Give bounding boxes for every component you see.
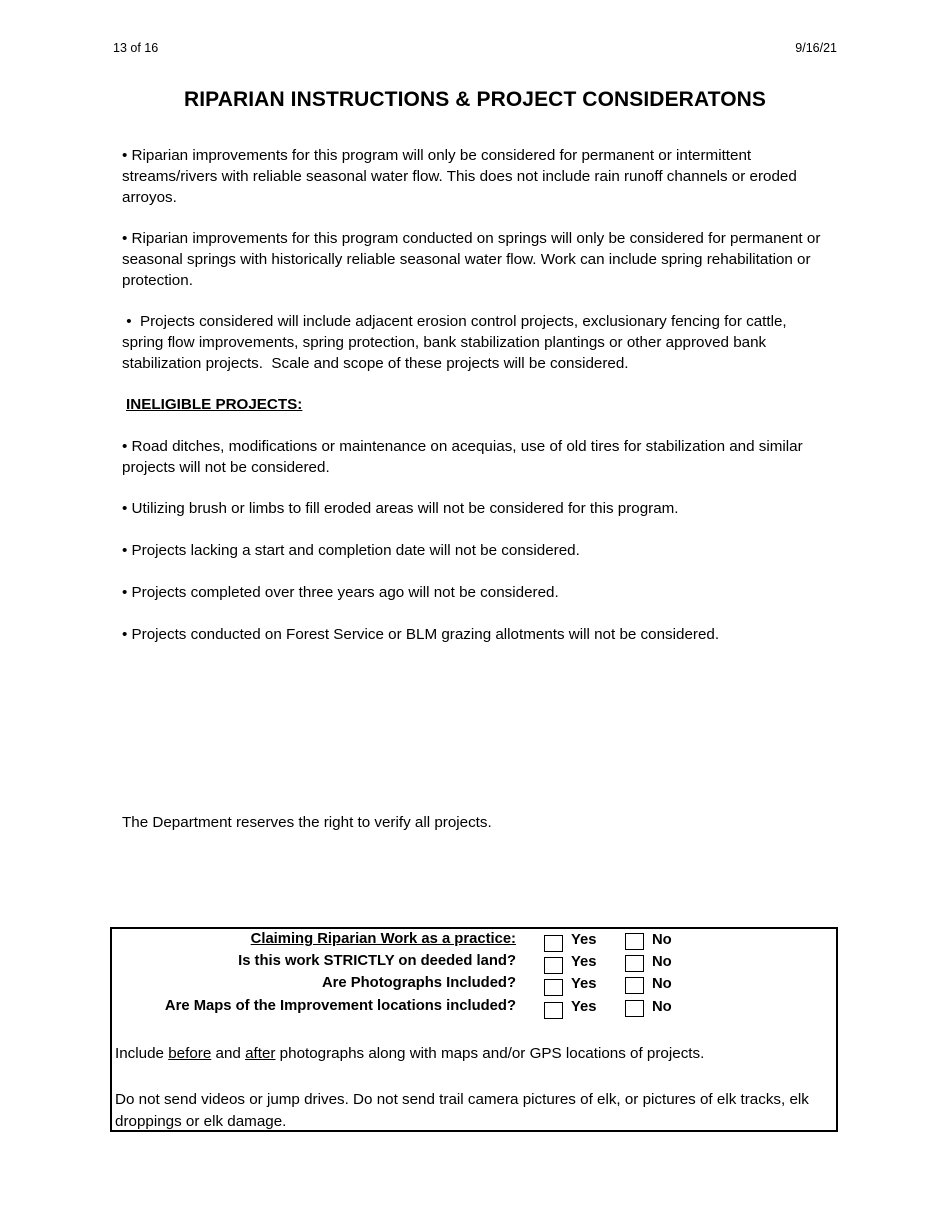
bullet-streams: • Riparian improvements for this program will only be considered for permanent or intermittent streams/rivers with reliable seasonal water flow. This does not include rain runoff channels or eroded arroyos. [122,147,797,206]
ineligible-item: • Projects conducted on Forest Service or BLM grazing allotments will not be considered. [122,626,720,643]
yes-checkbox[interactable] [544,979,563,996]
yes-checkbox[interactable] [544,957,563,974]
no-label: No [652,999,672,1015]
question-label: Is this work STRICTLY on deeded land? [238,953,516,969]
before-text: before [168,1045,212,1062]
yes-checkbox[interactable] [544,935,563,952]
yes-label: Yes [571,999,597,1015]
riparian-claim-form [110,927,838,1132]
ineligible-item: • Utilizing brush or limbs to fill eroded areas will not be considered for this program. [122,500,679,517]
ineligible-item: • Road ditches, modifications or maintenance on acequias, use of old tires for stabilization and similar projects will not be considered. [122,438,803,476]
page-title: RIPARIAN INSTRUCTIONS & PROJECT CONSIDERATONS [183,88,767,111]
yes-checkbox[interactable] [544,1002,563,1019]
department-note: The Department reserves the right to verify all projects. [122,814,492,831]
document-date: 9/16/21 [795,41,837,55]
include-suffix: photographs along with maps and/or GPS locations of projects. [275,1045,705,1062]
ineligible-heading: INELIGIBLE PROJECTS: [126,396,303,413]
ineligible-item: • Projects lacking a start and completion date will not be considered. [122,542,580,559]
bullet-springs: • Riparian improvements for this program conducted on springs will only be considered for permanent or seasonal springs with historically reliable seasonal water flow. Work can include spring rehabilitation or protection. [122,230,821,289]
ineligible-item: • Projects completed over three years ago will not be considered. [122,584,559,601]
include-prefix: Include [115,1045,169,1062]
yes-label: Yes [571,932,597,948]
no-label: No [652,976,672,992]
question-label: Are Photographs Included? [321,975,516,991]
no-checkbox[interactable] [625,977,644,994]
yes-label: Yes [571,954,597,970]
question-row-deeded-land [112,953,836,975]
page-number: 13 of 16 [113,41,159,55]
no-label: No [652,954,672,970]
question-row-riparian-practice [112,931,836,953]
question-label: Claiming Riparian Work as a practice: [250,931,516,947]
no-checkbox[interactable] [625,1000,644,1017]
question-label: Are Maps of the Improvement locations included? [164,998,516,1014]
after-text: after [245,1045,276,1062]
and-text: and [211,1045,246,1062]
no-label: No [652,932,672,948]
question-row-photographs [112,975,836,997]
do-not-send-note: Do not send videos or jump drives. Do not send trail camera pictures of elk, or pictures of elk tracks, elk droppings or elk damage. [115,1091,809,1130]
include-photos-note [115,1043,831,1065]
bullet-considered-projects: • Projects considered will include adjacent erosion control projects, exclusionary fencing for cattle, spring flow improvements, spring protection, bank stabilization plantings or other approved bank stabilization projects. Scale and scope of these projects will be considered. [122,313,791,372]
no-checkbox[interactable] [625,955,644,972]
question-row-maps [112,998,836,1020]
no-checkbox[interactable] [625,933,644,950]
yes-label: Yes [571,976,597,992]
